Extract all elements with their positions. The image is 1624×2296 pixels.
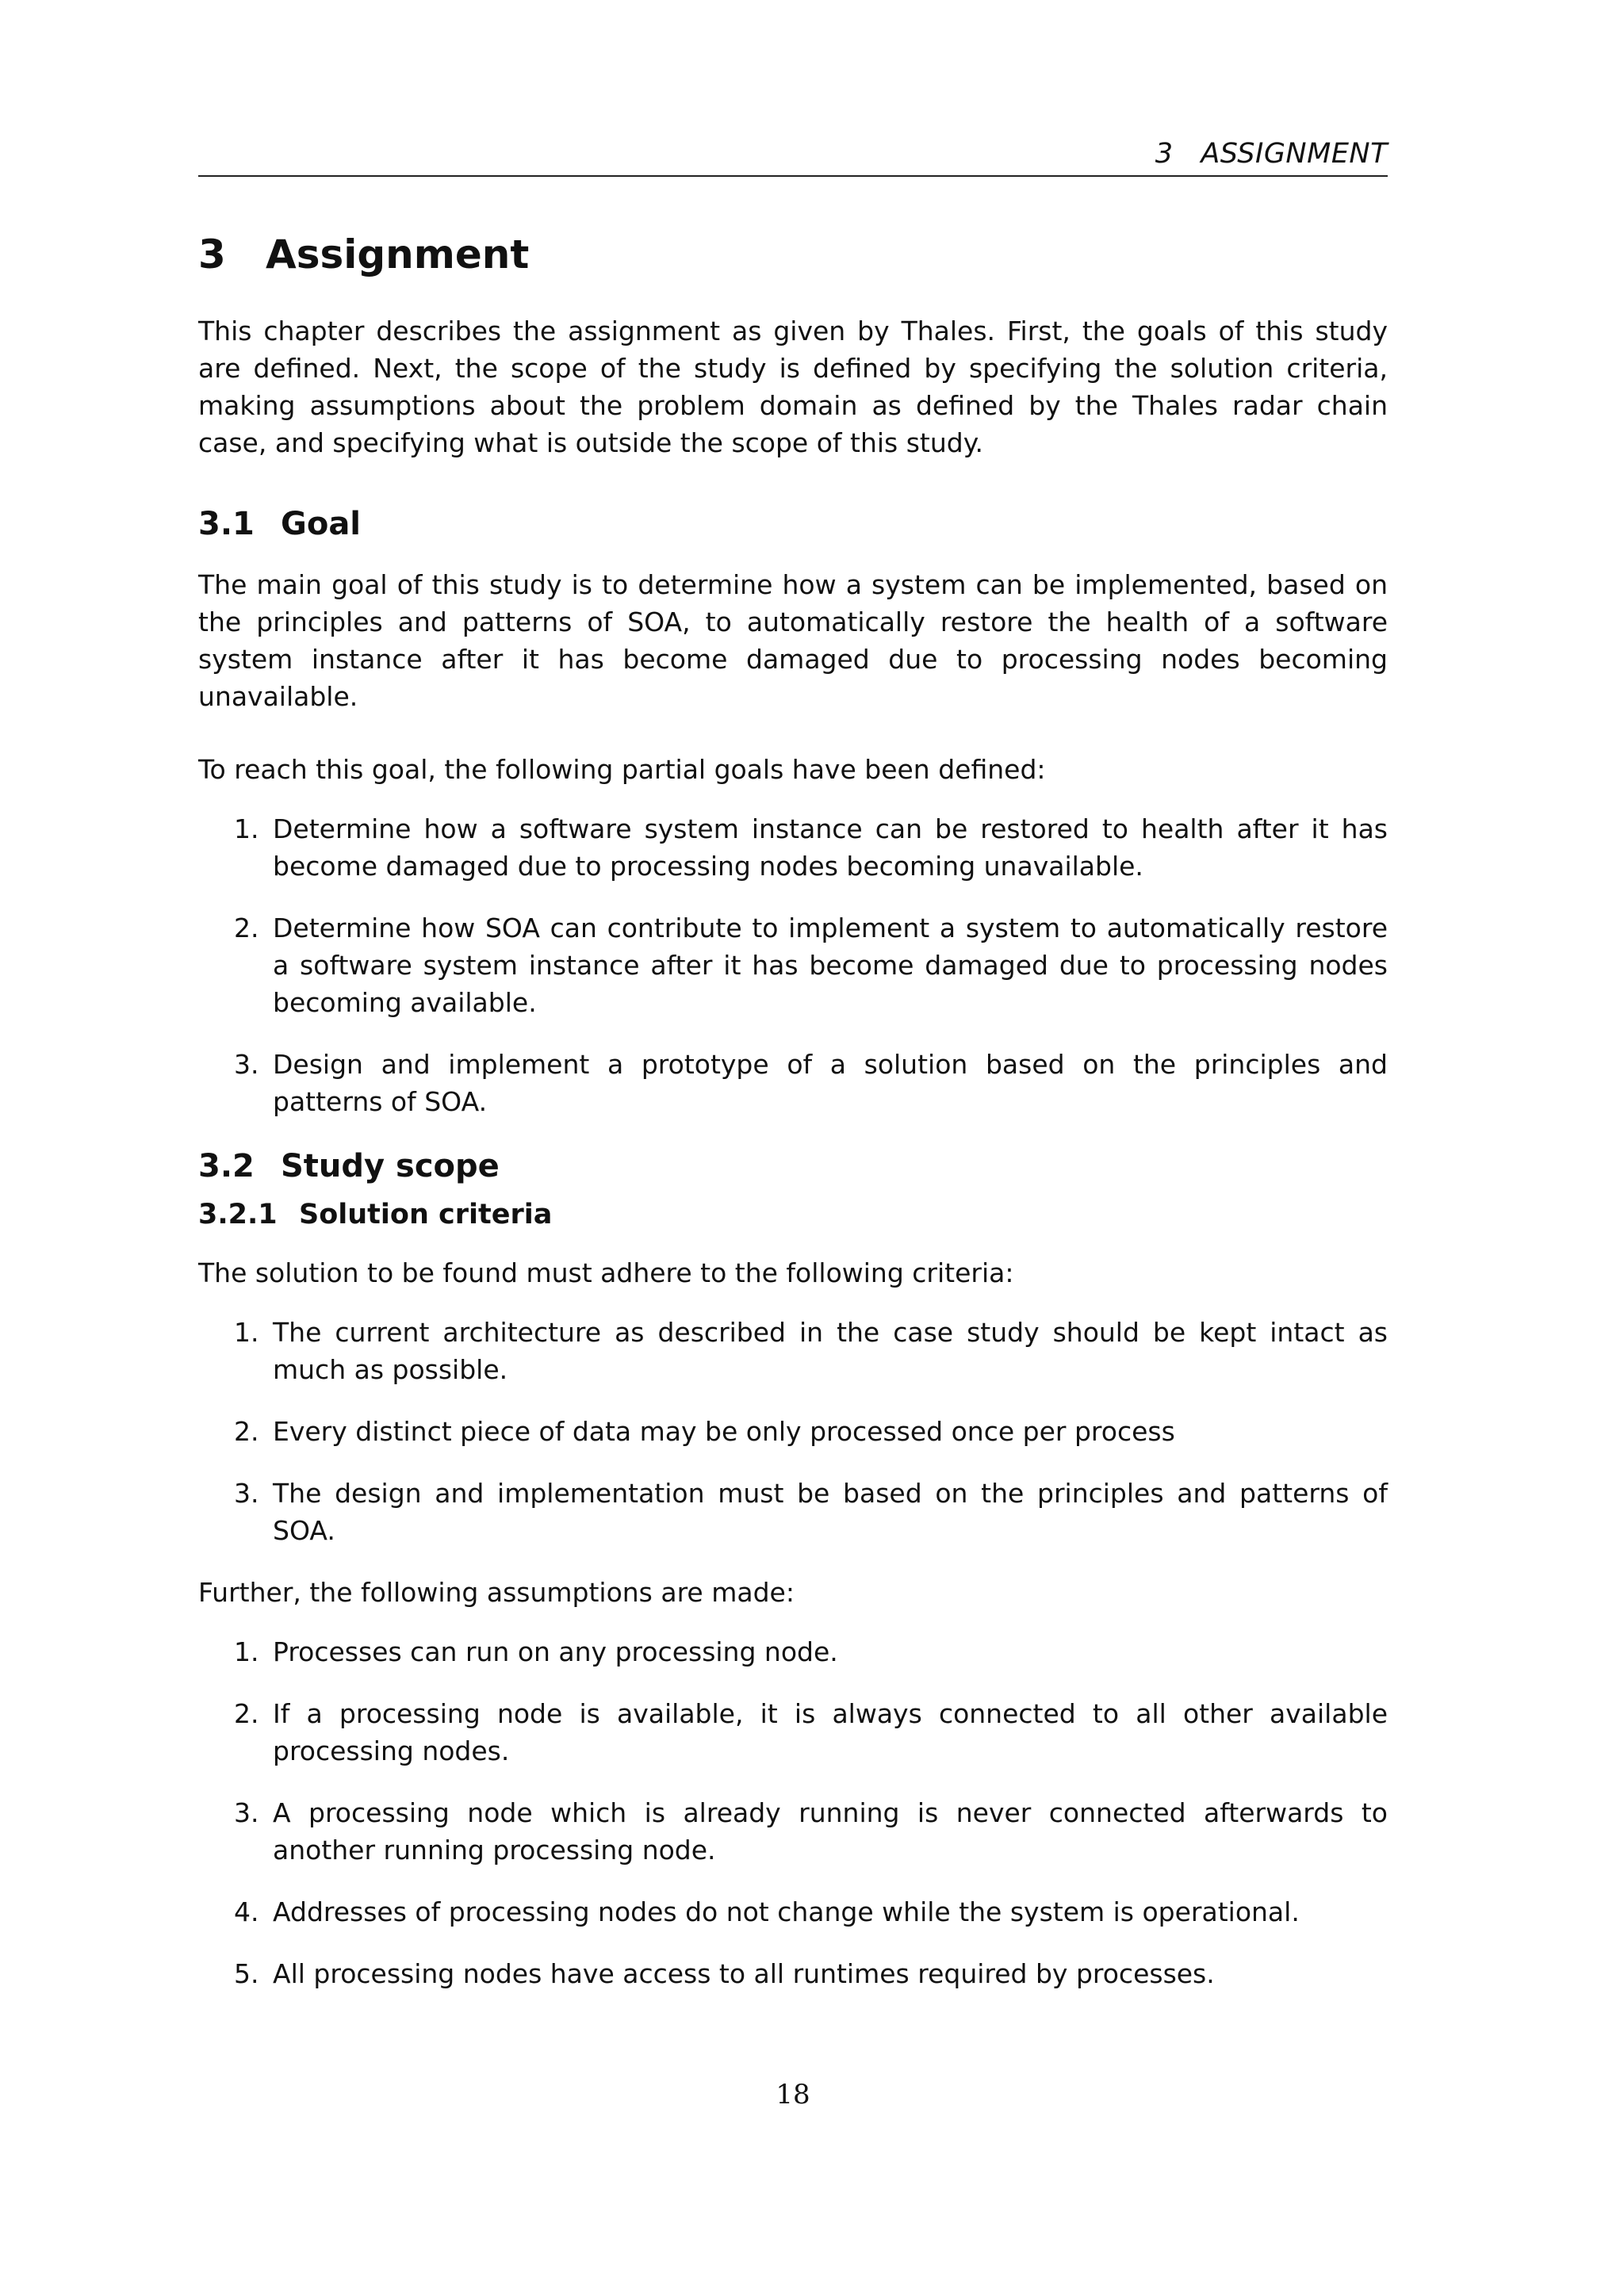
document-page [198,0,1388,2296]
list-item-text: Addresses of processing nodes do not change while the system is operational. [273,1896,1300,1927]
chapter-intro-paragraph: This chapter describes the assignment as given by Thales. First, the goals of this study are defined. Next, the scope of the study is defined by specifying the solution criteria, making assumptions about the problem domain as defined by the Thales radar chain case, and specifying what is outside the scope of this study. [198,316,1388,458]
goal-paragraph: The main goal of this study is to determine how a system can be implemented, based on the principles and patterns of SOA, to automatically restore the health of a software system instance after it has become damaged due to processing nodes becoming unavailable. [198,569,1388,712]
list-item-number: 2. [234,913,259,943]
list-item [198,810,1388,885]
list-item-number: 3. [234,1049,259,1080]
chapter-heading [198,228,1388,281]
list-item [198,1633,1388,1670]
list-item [198,1695,1388,1770]
section-number: 3.2 [198,1148,255,1184]
list-item-number: 1. [234,813,259,844]
page-number: 18 [776,2079,810,2110]
list-item [198,1893,1388,1931]
list-item-text: Design and implement a prototype of a solution based on the principles and patterns of SOA. [273,1049,1388,1117]
scope-section-heading [198,1145,1388,1188]
list-item [198,1314,1388,1388]
list-item-number: 5. [234,1958,259,1989]
list-item-number: 3. [234,1797,259,1828]
list-item-number: 2. [234,1698,259,1729]
list-item-number: 4. [234,1896,259,1927]
list-item [198,1955,1388,1992]
chapter-title: Assignment [266,232,530,277]
list-item [198,1046,1388,1120]
list-item-text: The design and implementation must be based on the principles and patterns of SOA. [273,1478,1388,1546]
list-item-number: 2. [234,1416,259,1447]
solution-criteria-list [198,1314,1388,1549]
partial-goals-intro: To reach this goal, the following partial goals have been defined: [198,754,1046,785]
header-rule [198,175,1388,177]
criteria-intro: The solution to be found must adhere to the following criteria: [198,1257,1014,1288]
goal-section-heading [198,503,1388,545]
solution-criteria-heading [198,1196,1388,1234]
list-item-text: All processing nodes have access to all runtimes required by processes. [273,1958,1215,1989]
running-header: 3 ASSIGNMENT [1155,138,1388,170]
list-item-text: Every distinct piece of data may be only processed once per process [273,1416,1175,1447]
subsection-title: Solution criteria [299,1199,553,1230]
list-item-text: A processing node which is already running is never connected afterwards to another running processing node. [273,1797,1388,1866]
list-item-text: The current architecture as described in the case study should be kept intact as much as possible. [273,1317,1388,1385]
list-item [198,1413,1388,1450]
list-item-text: If a processing node is available, it is always connected to all other available processing nodes. [273,1698,1388,1766]
subsection-number: 3.2.1 [198,1199,278,1230]
list-item-text: Processes can run on any processing node. [273,1636,838,1667]
list-item-number: 1. [234,1317,259,1348]
page-content [198,228,1388,1992]
section-number: 3.1 [198,506,255,542]
chapter-number: 3 [198,232,226,277]
list-item [198,1794,1388,1869]
list-item-text: Determine how a software system instance can be restored to health after it has become damaged due to processing nodes becoming unavailable. [273,813,1388,882]
list-item [198,1475,1388,1549]
assumptions-intro: Further, the following assumptions are made: [198,1577,795,1608]
list-item [198,909,1388,1021]
section-title: Goal [281,506,362,542]
list-item-number: 3. [234,1478,259,1509]
partial-goals-list [198,810,1388,1120]
list-item-text: Determine how SOA can contribute to implement a system to automatically restore a software system instance after it has become damaged due to processing nodes becoming available. [273,913,1388,1018]
assumptions-list [198,1633,1388,1992]
list-item-number: 1. [234,1636,259,1667]
section-title: Study scope [281,1148,500,1184]
